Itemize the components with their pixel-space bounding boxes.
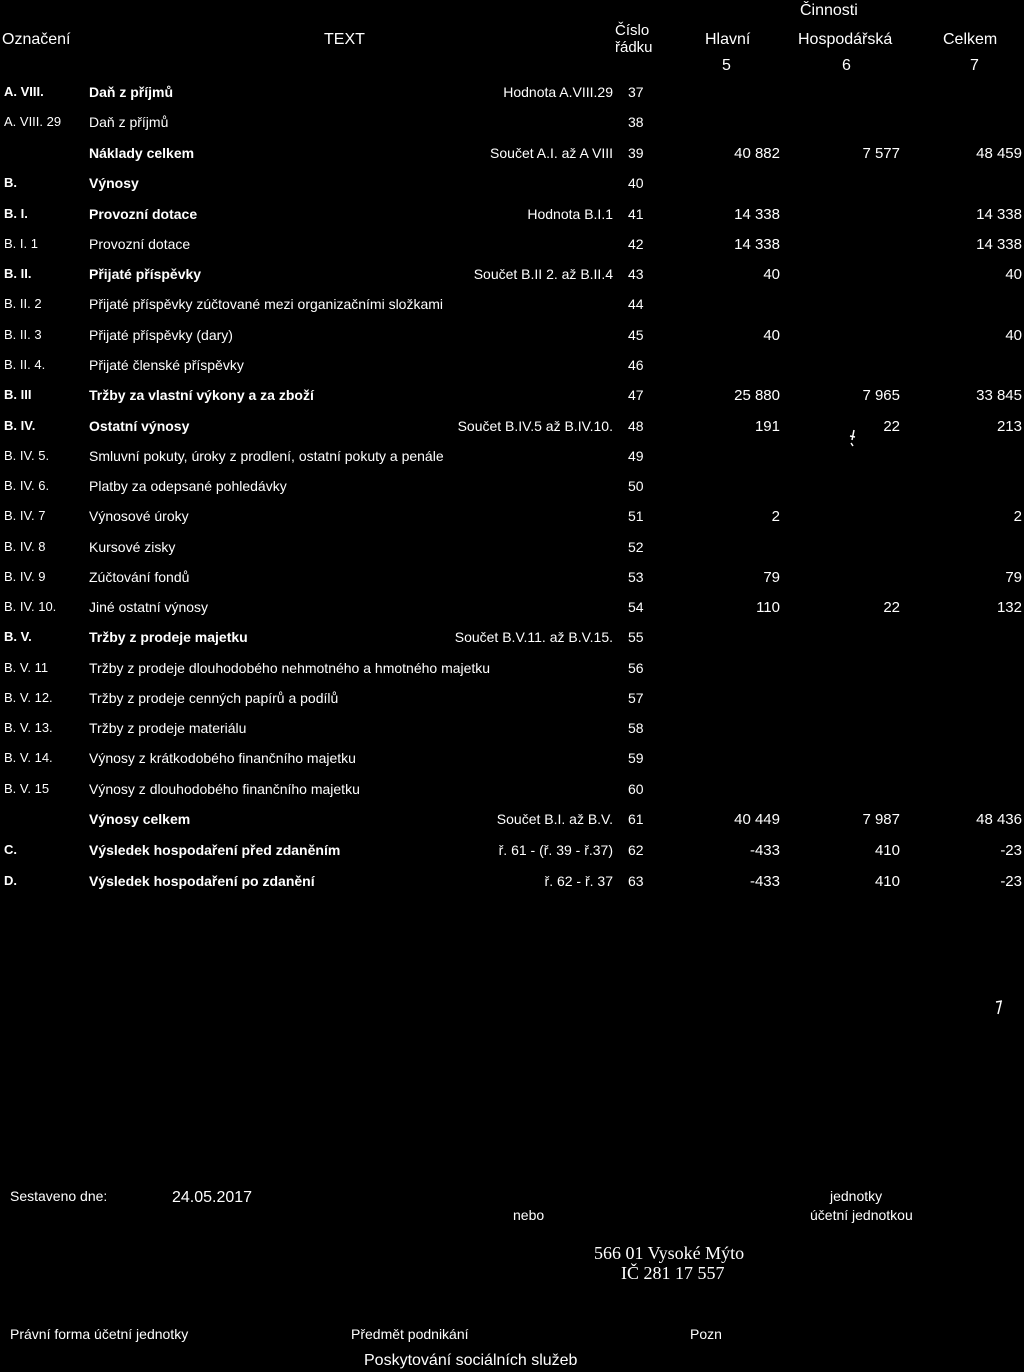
table-row <box>0 750 1024 780</box>
row-value-total: 79 <box>1005 569 1022 586</box>
table-row <box>0 357 1024 387</box>
row-formula: Hodnota A.VIII.29 <box>503 84 613 100</box>
row-code: B. II. <box>4 266 32 281</box>
row-value-main: 40 882 <box>734 145 780 162</box>
compiled-label: Sestaveno dne: <box>10 1188 108 1204</box>
table-row <box>0 599 1024 629</box>
row-value-total: -23 <box>1000 873 1022 890</box>
row-code: B. II. 3 <box>4 327 42 342</box>
table-row <box>0 629 1024 659</box>
row-line-number: 41 <box>628 206 644 222</box>
row-code: B. IV. 8 <box>4 539 46 554</box>
business-label: Předmět podnikání <box>351 1326 469 1342</box>
row-line-number: 48 <box>628 418 644 434</box>
column-number-economic: 6 <box>842 57 851 74</box>
row-text: Výnosy celkem <box>89 811 191 827</box>
table-row <box>0 175 1024 205</box>
row-code: B. V. 15 <box>4 781 50 796</box>
row-line-number: 58 <box>628 720 644 736</box>
table-row <box>0 448 1024 478</box>
table-row <box>0 418 1024 448</box>
table-row <box>0 842 1024 872</box>
legal-form-label: Právní forma účetní jednotky <box>10 1326 189 1342</box>
row-value-total: 132 <box>996 599 1022 616</box>
row-text: Přijaté členské příspěvky <box>89 357 244 373</box>
row-line-number: 49 <box>628 448 644 464</box>
row-value-total: -23 <box>1000 842 1022 859</box>
table-row <box>0 327 1024 357</box>
row-line-number: 61 <box>628 811 644 827</box>
column-header-text: TEXT <box>324 31 365 48</box>
row-value-main: 2 <box>771 508 780 525</box>
table-row <box>0 720 1024 750</box>
table-row <box>0 145 1024 175</box>
row-formula: Součet B.IV.5 až B.IV.10. <box>457 418 613 434</box>
table-row <box>0 478 1024 508</box>
row-code: B. <box>4 175 17 190</box>
row-value-main: 110 <box>756 599 780 616</box>
row-text: Zúčtování fondů <box>89 569 190 585</box>
row-formula: Součet A.I. až A VIII <box>490 145 613 161</box>
table-row <box>0 508 1024 538</box>
row-text: Výnosové úroky <box>89 508 189 524</box>
row-line-number: 50 <box>628 478 644 494</box>
row-line-number: 38 <box>628 114 644 130</box>
row-line-number: 56 <box>628 660 644 676</box>
table-row <box>0 296 1024 326</box>
row-code: B. IV. 9 <box>4 569 46 584</box>
note-label: Pozn <box>690 1326 722 1342</box>
row-value-economic: 410 <box>874 873 900 890</box>
row-value-total: 14 338 <box>976 236 1022 253</box>
or-text: nebo <box>513 1207 545 1223</box>
row-code: B. IV. 10. <box>4 599 57 614</box>
row-line-number: 53 <box>628 569 644 585</box>
row-value-economic: 7 987 <box>862 811 900 828</box>
row-code: B. IV. <box>4 418 36 433</box>
column-header-line-number: Číslo řádku <box>615 22 653 56</box>
row-code: B. V. <box>4 629 32 644</box>
row-line-number: 55 <box>628 629 644 645</box>
row-text: Výnosy z dlouhodobého finančního majetku <box>89 781 360 797</box>
table-row <box>0 206 1024 236</box>
row-formula: Součet B.V.11. až B.V.15. <box>454 629 613 645</box>
row-text: Provozní dotace <box>89 206 198 222</box>
row-value-total: 33 845 <box>976 387 1022 404</box>
row-text: Daň z příjmů <box>89 114 169 130</box>
table-row <box>0 569 1024 599</box>
row-code: D. <box>4 873 17 888</box>
row-line-number: 45 <box>628 327 644 343</box>
table-row <box>0 84 1024 114</box>
row-value-total: 48 436 <box>976 811 1022 828</box>
row-line-number: 59 <box>628 750 644 766</box>
row-value-main: 40 <box>763 266 780 283</box>
row-text: Přijaté příspěvky zúčtované mezi organizačními složkami <box>89 296 444 312</box>
row-code: B. IV. 7 <box>4 508 46 523</box>
table-row <box>0 266 1024 296</box>
activities-header: Činnosti <box>800 2 858 19</box>
row-value-economic: 22 <box>883 599 900 616</box>
row-line-number: 51 <box>628 508 644 524</box>
row-code: C. <box>4 842 17 857</box>
row-line-number: 44 <box>628 296 644 312</box>
stamp-address: 566 01 Vysoké Mýto <box>594 1243 745 1263</box>
row-code: A. VIII. <box>4 84 44 99</box>
table-row <box>0 387 1024 417</box>
row-value-economic: 410 <box>874 842 900 859</box>
business-value: Poskytování sociálních služeb <box>364 1352 578 1369</box>
row-text: Jiné ostatní výnosy <box>89 599 209 615</box>
row-value-economic: 22 <box>883 418 900 435</box>
table-row <box>0 690 1024 720</box>
row-value-total: 40 <box>1005 327 1022 344</box>
row-text: Výnosy z krátkodobého finančního majetku <box>89 750 356 766</box>
row-code: B. IV. 6. <box>4 478 50 493</box>
row-value-main: 79 <box>763 569 780 586</box>
column-header-total: Celkem <box>943 31 998 48</box>
row-text: Tržby z prodeje cenných papírů a podílů <box>89 690 339 706</box>
row-text: Výsledek hospodaření před zdaněním <box>89 842 341 858</box>
row-line-number: 39 <box>628 145 644 161</box>
row-code: B. IV. 5. <box>4 448 50 463</box>
row-text: Tržby za vlastní výkony a za zboží <box>89 387 314 403</box>
table-row <box>0 811 1024 841</box>
row-line-number: 42 <box>628 236 644 252</box>
row-formula: ř. 62 - ř. 37 <box>544 873 613 889</box>
row-line-number: 57 <box>628 690 644 706</box>
row-text: Tržby z prodeje majetku <box>89 629 248 645</box>
row-text: Náklady celkem <box>89 145 195 161</box>
stamp-company-id: IČ 281 17 557 <box>621 1263 725 1283</box>
accounting-unit-text: účetní jednotkou <box>810 1207 913 1223</box>
row-code: B. V. 12. <box>4 690 53 705</box>
row-text: Kursové zisky <box>89 539 176 555</box>
row-value-main: 14 338 <box>734 206 780 223</box>
row-code: B. III <box>4 387 32 402</box>
table-row <box>0 236 1024 266</box>
column-header-economic: Hospodářská <box>798 31 893 48</box>
row-value-main: -433 <box>749 842 780 859</box>
row-code: A. VIII. 29 <box>4 114 62 129</box>
row-line-number: 60 <box>628 781 644 797</box>
row-formula: Hodnota B.I.1 <box>527 206 613 222</box>
row-code: B. I. 1 <box>4 236 38 251</box>
row-value-main: 25 880 <box>734 387 780 404</box>
row-line-number: 47 <box>628 387 644 403</box>
row-code: B. II. 4. <box>4 357 46 372</box>
row-line-number: 63 <box>628 873 644 889</box>
row-text: Výsledek hospodaření po zdanění <box>89 873 315 889</box>
row-value-main: 40 <box>763 327 780 344</box>
row-value-total: 48 459 <box>976 145 1022 162</box>
column-header-code: Označení <box>2 31 71 48</box>
row-text: Ostatní výnosy <box>89 418 190 434</box>
column-header-main: Hlavní <box>705 31 751 48</box>
row-formula: Součet B.II 2. až B.II.4 <box>473 266 613 282</box>
row-code: B. V. 13. <box>4 720 53 735</box>
row-value-total: 213 <box>996 418 1022 435</box>
table-row <box>0 873 1024 903</box>
table-row <box>0 114 1024 144</box>
row-line-number: 52 <box>628 539 644 555</box>
row-code: B. V. 14. <box>4 750 53 765</box>
compiled-date: 24.05.2017 <box>172 1189 253 1206</box>
row-text: Přijaté příspěvky <box>89 266 202 282</box>
row-code: B. I. <box>4 206 28 221</box>
row-text: Přijaté příspěvky (dary) <box>89 327 233 343</box>
row-line-number: 62 <box>628 842 644 858</box>
row-text: Tržby z prodeje materiálu <box>89 720 247 736</box>
row-line-number: 54 <box>628 599 644 615</box>
table-row <box>0 539 1024 569</box>
row-text: Daň z příjmů <box>89 84 174 100</box>
pen-mark <box>848 428 858 448</box>
row-code: B. V. 11 <box>4 660 49 675</box>
table-row <box>0 660 1024 690</box>
row-value-economic: 7 965 <box>862 387 900 404</box>
row-text: Tržby z prodeje dlouhodobého nehmotného a hmotného majetku <box>89 660 491 676</box>
pen-mark <box>994 1000 1004 1016</box>
row-value-total: 40 <box>1005 266 1022 283</box>
row-line-number: 43 <box>628 266 644 282</box>
row-text: Smluvní pokuty, úroky z prodlení, ostatní pokuty a penále <box>89 448 444 464</box>
row-text: Výnosy <box>89 175 139 191</box>
row-value-economic: 7 577 <box>862 145 900 162</box>
row-text: Provozní dotace <box>89 236 191 252</box>
row-value-main: 191 <box>754 418 780 435</box>
row-value-main: 40 449 <box>734 811 780 828</box>
row-code: B. II. 2 <box>4 296 42 311</box>
table-row <box>0 781 1024 811</box>
row-formula: ř. 61 - (ř. 39 - ř.37) <box>498 842 613 858</box>
column-number-total: 7 <box>970 57 979 74</box>
column-number-main: 5 <box>722 57 731 74</box>
row-value-main: -433 <box>749 873 780 890</box>
row-value-main: 14 338 <box>734 236 780 253</box>
row-value-total: 14 338 <box>976 206 1022 223</box>
row-value-total: 2 <box>1013 508 1022 525</box>
row-line-number: 40 <box>628 175 644 191</box>
row-line-number: 37 <box>628 84 644 100</box>
units-text: jednotky <box>830 1188 883 1204</box>
row-text: Platby za odepsané pohledávky <box>89 478 287 494</box>
row-line-number: 46 <box>628 357 644 373</box>
row-formula: Součet B.I. až B.V. <box>496 811 613 827</box>
